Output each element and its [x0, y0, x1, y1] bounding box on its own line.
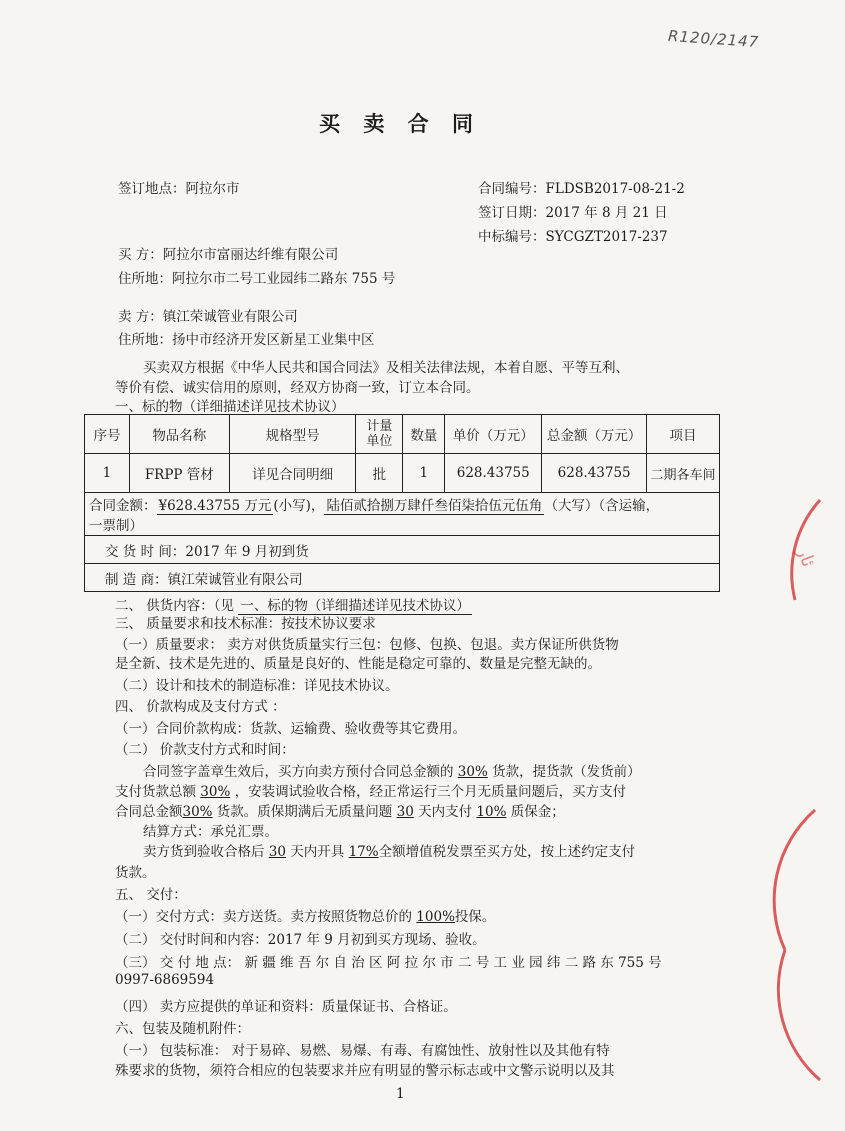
contract-amount-box	[84, 491, 720, 536]
handwritten-note: R120/2147	[667, 26, 760, 52]
seal-script: ﺋﺎﺭ	[792, 544, 819, 570]
manufacturer-box	[84, 564, 720, 592]
invoice-text: 全额增值税发票至买方处，按上述约定支付	[378, 844, 636, 860]
intro-line-1: 买卖双方根据《中华人民共和国合同法》及相关法律法规，本着自愿、平等互利、	[143, 360, 629, 376]
payment-percent: 30%	[182, 804, 213, 820]
cell-spec: 详见合同明细	[229, 454, 356, 493]
col-header-total: 总金额（万元）	[542, 415, 647, 454]
page-title: 买 卖 合 同	[319, 111, 481, 136]
payment-line-3	[115, 800, 565, 820]
section-2	[115, 594, 472, 614]
section-4-title: 四、 价款构成及支付方式 ：	[115, 699, 286, 715]
contract-amount-line	[89, 494, 659, 514]
cell-qty: 1	[403, 454, 445, 493]
delivery-time: 交 货 时 间：2017 年 9 月初到货	[105, 544, 309, 560]
delivery-phone: 0997-6869594	[115, 972, 215, 988]
packaging-line-2: 殊要求的货物，须符合相应的包装要求并应有明显的警示标志或中文警示说明以及其	[115, 1063, 615, 1079]
payment-text: 合同签字盖章生效后，买方向卖方预付合同总金额的	[143, 764, 458, 780]
design-standard: （二）设计和技术的制造标准：详见技术协议。	[115, 678, 399, 694]
invoice-line-2: 货款。	[115, 865, 156, 881]
amount-numeric-note: (小写)，	[273, 498, 325, 514]
payment-text: 合同总金额	[115, 804, 183, 820]
payment-line-2	[115, 780, 626, 800]
section-5-title: 五、 交付：	[115, 887, 187, 903]
delivery-text: （一）交付方式：卖方送货。卖方按照货物总价的	[115, 909, 417, 925]
delivery-schedule: （二） 交付时间和内容：2017 年 9 月初到买方现场、验收。	[115, 932, 486, 948]
intro-line-2: 等价有偿、诚实信用的原则，经双方协商一致，订立本合同。	[115, 380, 480, 396]
contract-number: 合同编号：FLDSB2017-08-21-2	[478, 181, 685, 197]
documents-provided: （四） 卖方应提供的单证和资料：质量保证书、合格证。	[115, 999, 457, 1015]
col-header-spec: 规格型号	[229, 415, 356, 454]
company-seal-stamp	[725, 480, 845, 1100]
goods-table	[84, 414, 720, 493]
section-6-title: 六、包装及随机附件：	[115, 1021, 250, 1037]
manufacturer: 制 造 商：镇江荣诚管业有限公司	[105, 572, 303, 588]
cell-unit: 批	[356, 454, 403, 493]
payment-days: 30	[396, 804, 414, 820]
cell-item: FRPP 管材	[129, 454, 229, 493]
settlement-method: 结算方式：承兑汇票。	[143, 824, 278, 840]
insurance-percent: 100%	[416, 909, 455, 925]
bid-number: 中标编号：SYCGZT2017-237	[478, 229, 668, 245]
price-composition: （一）合同价款构成：货款、运输费、验收费等其它费用。	[115, 721, 466, 737]
cell-project: 二期各车间	[647, 454, 720, 493]
section-1-title: 一、标的物（详细描述详见技术协议）	[115, 399, 345, 415]
page-number: 1	[396, 1086, 405, 1102]
seal-arc-tail	[778, 950, 820, 1080]
quality-line-2: 是全新、技术是先进的、质量是良好的、性能是稳定可靠的、数量是完整无缺的。	[115, 656, 601, 672]
buyer-address: 住所地：阿拉尔市二号工业园纬二路东 755 号	[118, 271, 396, 287]
delivery-text: 投保。	[454, 909, 496, 925]
invoice-days: 30	[268, 844, 286, 860]
payment-text: ，安装调试验收合格，经正常运行三个月无质量问题后，买方支付	[230, 784, 627, 800]
amount-numeric: ¥628.43755 万元	[158, 498, 272, 514]
cell-index: 1	[85, 454, 130, 493]
delivery-time-box	[84, 536, 720, 564]
payment-text: 支付货款总额	[115, 784, 201, 800]
sign-date: 签订日期：2017 年 8 月 21 日	[478, 205, 668, 221]
col-header-project: 项目	[647, 415, 720, 454]
invoice-text: 卖方货到验收合格后	[143, 844, 269, 860]
payment-text: 天内支付	[413, 804, 477, 820]
payment-method-title: （二） 价款支付方式和时间：	[115, 742, 295, 758]
payment-text: 货款。质保期满后无质量问题	[212, 804, 397, 820]
seller-name: 卖 方：镇江荣诚管业有限公司	[118, 309, 298, 325]
col-header-unit-price: 单价（万元）	[445, 415, 542, 454]
delivery-method	[115, 905, 495, 925]
col-header-qty: 数量	[403, 415, 445, 454]
seller-address: 住所地：扬中市经济开发区新星工业集中区	[118, 332, 375, 348]
col-header-unit: 计量单位	[356, 415, 403, 454]
sign-place: 签订地点：阿拉尔市	[118, 181, 240, 197]
payment-percent: 30%	[457, 764, 488, 780]
col-header-index: 序号	[85, 415, 130, 454]
cell-unit-price: 628.43755	[445, 454, 542, 493]
buyer-name: 买 方：阿拉尔市富丽达纤维有限公司	[118, 247, 339, 263]
table-header-row	[85, 415, 720, 454]
invoice-line-1	[143, 840, 635, 860]
amount-line-2: 一票制）	[89, 518, 143, 534]
seal-arc-bottom	[774, 810, 815, 950]
payment-text: 质保金；	[506, 804, 565, 820]
packaging-line-1: （一） 包装标准： 对于易碎、易燃、易爆、有毒、有腐蚀性、放射性以及其他有特	[115, 1043, 610, 1059]
payment-text: 货款，提货款（发货前）	[487, 764, 641, 780]
quality-line-1: （一）质量要求： 卖方对供货质量实行三包：包修、包换、包退。卖方保证所供货物	[115, 637, 619, 653]
delivery-place: （三） 交 付 地 点： 新 疆 维 吾 尔 自 治 区 阿 拉 尔 市 二 号 工 业 园 纬 二 路 东 755 号	[115, 955, 662, 971]
cell-total: 628.43755	[542, 454, 647, 493]
section-2-ref: 一、标的物（详细描述详见技术协议）	[240, 598, 470, 614]
invoice-text: 天内开具	[285, 844, 349, 860]
amount-words-note: （大写）（含运输，	[544, 498, 660, 514]
invoice-vat-rate: 17%	[348, 844, 379, 860]
section-3-title: 三、 质量要求和技术标准：按技术协议要求	[115, 616, 376, 632]
section-2-label: 二、 供货内容：（见	[115, 598, 235, 614]
payment-percent: 10%	[476, 804, 507, 820]
amount-words: 陆佰贰拾捌万肆仟叁佰柒拾伍元伍角	[326, 498, 543, 514]
payment-line-1	[143, 760, 641, 780]
col-header-item: 物品名称	[129, 415, 229, 454]
amount-label: 合同金额：	[89, 498, 157, 514]
table-row	[85, 454, 720, 493]
payment-percent: 30%	[200, 784, 231, 800]
